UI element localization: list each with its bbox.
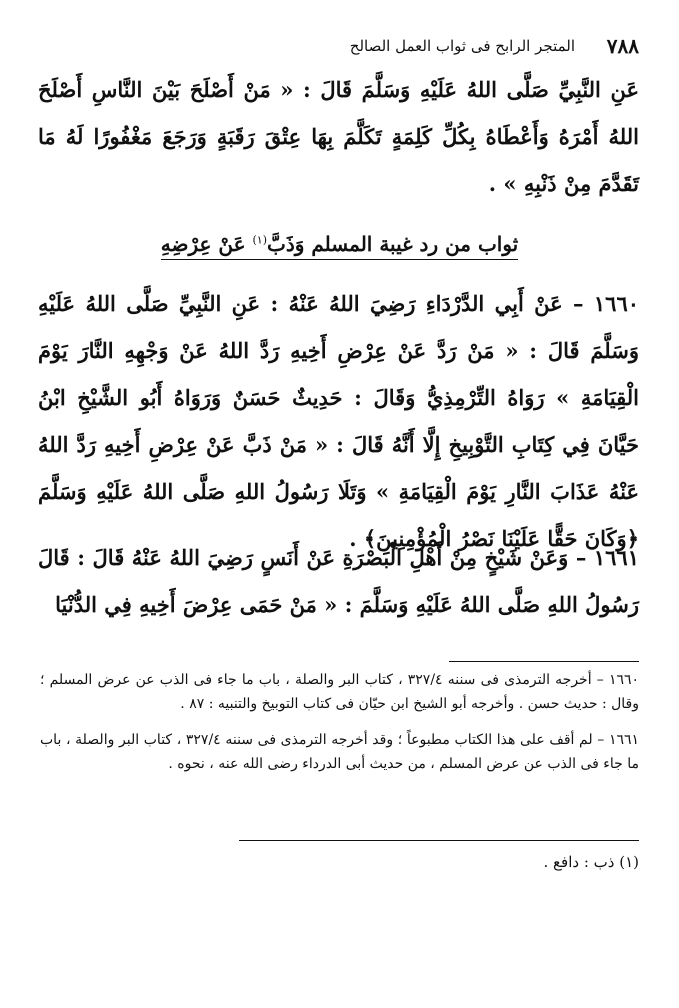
hadith-number: ١٦٦٠ <box>593 291 640 316</box>
section-heading-main: ثواب من رد غيبة المسلم وَذَبَّ <box>267 232 519 256</box>
section-heading-suffix: عَنْ عِرْضِهِ <box>160 232 246 256</box>
word-note: (١) ذب : دافع . <box>543 853 639 871</box>
hadith-1660 <box>38 280 640 551</box>
page-number: ٧٨٨ <box>606 34 639 58</box>
page-header <box>60 34 639 60</box>
hadith-text: – وَعَنْ شَيْخٍ مِنْ أَهْلِ الْبَصْرَةِ عَنْ أَنَسٍ رَضِيَ اللهُ عَنْهُ قَالَ : قَالَ رَسُولُ اللهِ صَلَّى اللهُ عَلَيْهِ وَسَلَّمَ : « مَنْ حَمَى عِرْضَ أَخِيهِ فِي الدُّنْيَا <box>38 545 639 617</box>
section-heading-text <box>161 232 519 260</box>
hadith-text: – عَنْ أَبِي الدَّرْدَاءِ رَضِيَ اللهُ عَنْهُ : عَنِ النَّبِيِّ صَلَّى اللهُ عَلَيْهِ وَسَلَّمَ قَالَ : « مَنْ رَدَّ عَنْ عِرْضِ أَخِيهِ رَدَّ اللهُ عَنْ وَجْهِهِ النَّارَ يَوْمَ الْقِيَامَةِ » رَوَاهُ التِّرْمِذِيُّ وَقَالَ : حَدِيثٌ حَسَنٌ وَرَوَاهُ أَبُو الشَّيْخِ ابْنُ حَيَّانَ فِي كِتَابِ التَّوْبِيخِ إِلَّا أَنَّهُ قَالَ : « مَنْ ذَبَّ عَنْ عِرْضِ أَخِيهِ رَدَّ اللهُ عَنْهُ عَذَابَ النَّارِ يَوْمَ الْقِيَامَةِ » وَتَلَا رَسُولُ اللهِ صَلَّى اللهُ عَلَيْهِ وَسَلَّمَ ﴿وَكَانَ حَقًّا عَلَيْنَا نَصْرُ الْمُؤْمِنِينَ﴾ . <box>38 291 639 551</box>
footnote-id: ١٦٦٠ <box>608 672 640 688</box>
footnote-1661 <box>40 728 639 776</box>
footnote-text: – لم أقف على هذا الكتاب مطبوعاً ؛ وقد أخرجه الترمذى فى سننه ٣٢٧/٤ ، كتاب البر والصلة ، باب ما جاء فى الذب عن عرض المسلم ، من حديث أبى الدرداء رضى الله عنه ، نحوه . <box>40 732 639 772</box>
footnote-divider <box>449 661 639 662</box>
footnotes <box>40 668 639 788</box>
footnote-1660 <box>40 668 639 716</box>
footnote-id: ١٦٦١ <box>608 732 640 748</box>
word-note-divider <box>239 840 639 841</box>
hadith-number: ١٦٦١ <box>593 545 639 570</box>
hadith-1661 <box>38 534 639 634</box>
footnote-text: – أخرجه الترمذى فى سننه ٣٢٧/٤ ، كتاب البر والصلة ، باب ما جاء فى الذب عن عرض المسلم ؛ وقال : حديث حسن . وأخرجه أبو الشيخ ابن حيّان فى كتاب التوبيخ والتنبيه : ٨٧ . <box>40 672 639 712</box>
footnote-marker: (١) <box>252 233 268 247</box>
intro-hadith-text: عَنِ النَّبِيِّ صَلَّى اللهُ عَلَيْهِ وَسَلَّمَ قَالَ : « مَنْ أَصْلَحَ بَيْنَ النَّاسِ أَصْلَحَ اللهُ أَمْرَهُ وَأَعْطَاهُ بِكُلِّ كَلِمَةٍ تَكَلَّمَ بِهَا عِتْقَ رَقَبَةٍ وَرَجَعَ مَغْفُورًا لَهُ مَا تَقَدَّمَ مِنْ ذَنْبِهِ » . <box>38 77 639 196</box>
running-title: المتجر الرابح فى ثواب العمل الصالح <box>349 37 575 55</box>
section-heading <box>40 232 639 266</box>
